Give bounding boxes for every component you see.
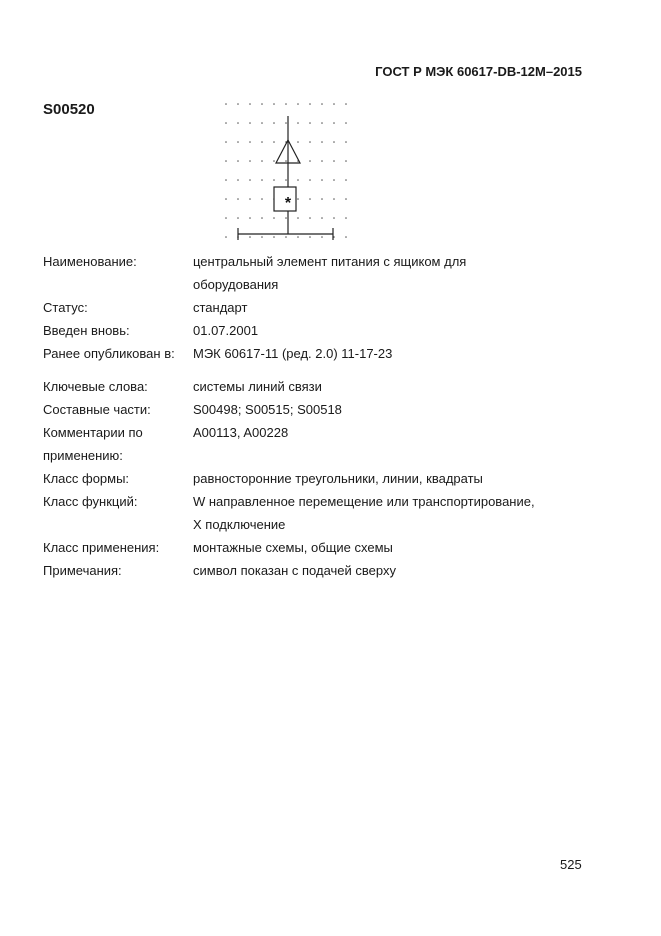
grid-dot: [297, 179, 299, 181]
property-value: W направленное перемещение или транспортирование,: [193, 494, 535, 509]
grid-dot: [309, 141, 311, 143]
grid-dot: [249, 217, 251, 219]
grid-dot: [261, 236, 263, 238]
grid-dot: [345, 236, 347, 238]
property-value: монтажные схемы, общие схемы: [193, 540, 393, 555]
grid-dot: [285, 122, 287, 124]
grid-dot: [297, 122, 299, 124]
grid-dot: [321, 179, 323, 181]
property-value: S00498; S00515; S00518: [193, 402, 342, 417]
grid-dot: [225, 103, 227, 105]
grid-dot: [333, 217, 335, 219]
grid-dot: [273, 141, 275, 143]
grid-dot: [225, 160, 227, 162]
grid-dot: [285, 160, 287, 162]
grid-dot: [237, 179, 239, 181]
grid-dot: [309, 179, 311, 181]
property-row: [43, 398, 603, 421]
property-value: [193, 444, 603, 467]
property-value: A00113, A00228: [193, 425, 289, 440]
property-row: [43, 536, 603, 559]
document-header: ГОСТ Р МЭК 60617-DB-12M–2015: [375, 64, 582, 79]
grid-dot: [285, 179, 287, 181]
property-label: Комментарии по: [43, 425, 143, 440]
grid-dot: [273, 103, 275, 105]
grid-dot: [261, 160, 263, 162]
grid-dot: [225, 236, 227, 238]
grid-dot: [225, 122, 227, 124]
grid-dot: [237, 141, 239, 143]
grid-dot: [345, 160, 347, 162]
property-row: [43, 375, 603, 398]
grid-dot: [297, 141, 299, 143]
grid-dot: [273, 179, 275, 181]
grid-dot: [249, 122, 251, 124]
grid-dot: [321, 122, 323, 124]
grid-dot: [321, 198, 323, 200]
property-value: равносторонние треугольники, линии, квадраты: [193, 471, 483, 486]
grid-dot: [321, 141, 323, 143]
grid-dot: [285, 236, 287, 238]
grid-dot: [273, 122, 275, 124]
grid-dot: [309, 122, 311, 124]
grid-dot: [261, 141, 263, 143]
grid-dot: [285, 217, 287, 219]
grid-dot: [333, 179, 335, 181]
property-row: [43, 421, 603, 444]
property-label: [43, 513, 193, 536]
grid-dot: [309, 198, 311, 200]
property-label: Примечания:: [43, 563, 122, 578]
property-row: [43, 319, 603, 342]
property-value: центральный элемент питания с ящиком для: [193, 254, 467, 269]
grid-dot: [225, 217, 227, 219]
page-number: 525: [560, 857, 582, 872]
property-row: [43, 342, 603, 365]
grid-dot: [273, 217, 275, 219]
grid-dot: [321, 160, 323, 162]
grid-dot: [237, 217, 239, 219]
grid-dot: [321, 217, 323, 219]
grid-dot: [345, 122, 347, 124]
grid-dot: [321, 103, 323, 105]
property-row: [43, 250, 603, 273]
grid-dot: [225, 141, 227, 143]
property-row: [43, 559, 603, 582]
grid-dot: [273, 236, 275, 238]
property-row: [43, 467, 603, 490]
grid-dot: [345, 141, 347, 143]
grid-dot: [345, 198, 347, 200]
property-value: стандарт: [193, 300, 248, 315]
property-label: Наименование:: [43, 254, 137, 269]
symbol-drawing: [218, 96, 353, 248]
grid-dot: [309, 236, 311, 238]
grid-dot: [333, 198, 335, 200]
grid-dot: [249, 141, 251, 143]
property-label: Составные части:: [43, 402, 151, 417]
grid-dot: [297, 236, 299, 238]
grid-dot: [261, 179, 263, 181]
grid-dot: [237, 103, 239, 105]
grid-dot: [285, 103, 287, 105]
grid-dot: [249, 236, 251, 238]
property-label: Класс функций:: [43, 494, 138, 509]
property-label: Ранее опубликован в:: [43, 346, 175, 361]
grid-dot: [297, 103, 299, 105]
property-label: [43, 273, 193, 296]
grid-dot: [225, 179, 227, 181]
property-label: применению:: [43, 448, 123, 463]
property-label: Ключевые слова:: [43, 379, 148, 394]
property-value: МЭК 60617-11 (ред. 2.0) 11-17-23: [193, 346, 393, 361]
property-row: [43, 296, 603, 319]
property-row: [43, 513, 603, 536]
property-value: оборудования: [193, 277, 279, 292]
grid-dot: [333, 160, 335, 162]
grid-dot: [237, 122, 239, 124]
property-value: символ показан с подачей сверху: [193, 563, 396, 578]
property-label: Класс применения:: [43, 540, 160, 555]
grid-dot: [249, 103, 251, 105]
property-row: [43, 490, 603, 513]
grid-dot: [237, 160, 239, 162]
grid-dot: [297, 217, 299, 219]
property-label: Введен вновь:: [43, 323, 130, 338]
grid-dot: [261, 103, 263, 105]
grid-dots: [225, 103, 347, 238]
grid-dot: [309, 217, 311, 219]
grid-dot: [321, 236, 323, 238]
grid-dot: [273, 160, 275, 162]
property-value: 01.07.2001: [193, 323, 259, 338]
grid-dot: [261, 122, 263, 124]
grid-dot: [309, 103, 311, 105]
grid-dot: [345, 103, 347, 105]
property-row: [43, 444, 603, 467]
section-gap: [43, 365, 603, 375]
grid-dot: [345, 179, 347, 181]
grid-dot: [249, 160, 251, 162]
grid-dot: [297, 198, 299, 200]
property-label: Статус:: [43, 300, 88, 315]
asterisk-icon: *: [284, 195, 292, 212]
grid-dot: [333, 122, 335, 124]
grid-dot: [333, 103, 335, 105]
properties-list: [43, 250, 603, 582]
grid-dot: [249, 179, 251, 181]
grid-dot: [225, 198, 227, 200]
grid-dot: [261, 198, 263, 200]
property-label: Класс формы:: [43, 471, 130, 486]
grid-dot: [261, 217, 263, 219]
grid-dot: [237, 198, 239, 200]
property-row: [43, 273, 603, 296]
property-value: системы линий связи: [193, 379, 322, 394]
grid-dot: [345, 217, 347, 219]
grid-dot: [333, 141, 335, 143]
symbol-id: S00520: [43, 101, 95, 118]
grid-dot: [309, 160, 311, 162]
property-value: X подключение: [193, 517, 286, 532]
grid-dot: [249, 198, 251, 200]
